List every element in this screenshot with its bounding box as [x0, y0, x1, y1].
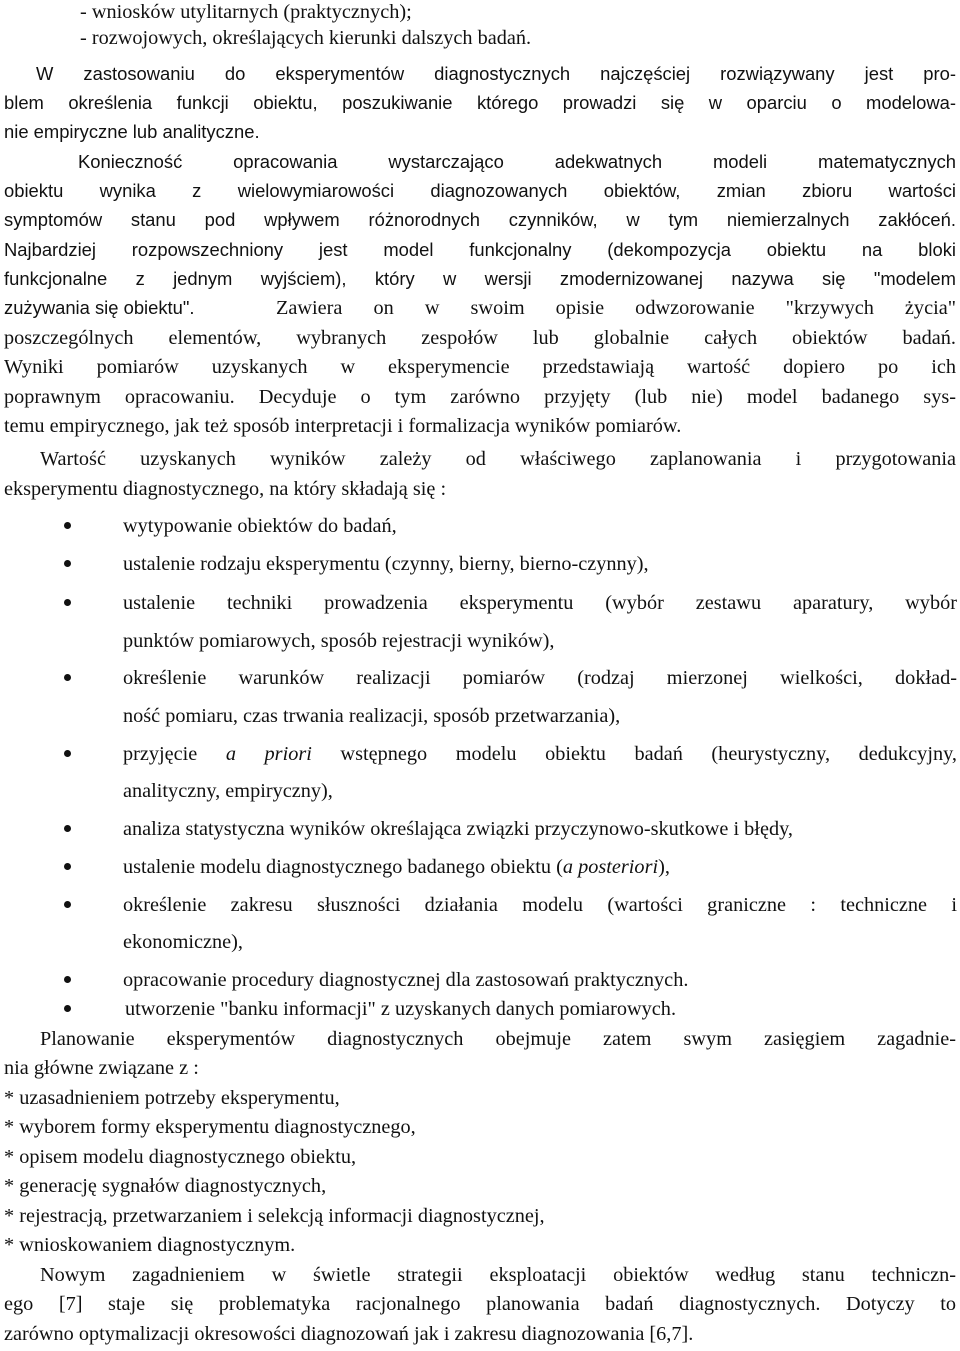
paragraph-line: Wartość uzyskanych wyników zależy od właściwego zaplanowania i przygotowania	[40, 448, 956, 470]
bullet-item: określenie warunków realizacji pomiarów (rodzaj mierzonej wielkości, dokład-	[123, 667, 957, 689]
bullet-dot	[64, 901, 71, 908]
paragraph-line: W zastosowaniu do eksperymentów diagnostycznych najczęściej rozwiązywany jest pro-	[36, 63, 956, 84]
paragraph-line: temu empirycznego, jak też sposób interpretacji i formalizacja wyników pomiarów.	[4, 415, 682, 437]
paragraph-line: Najbardziej rozpowszechniony jest model funkcjonalny (dekompozycja obiektu na bloki	[4, 239, 956, 260]
bullet-dot	[64, 522, 71, 529]
list-item-developmental: - rozwojowych, określających kierunki dalszych badań.	[80, 27, 532, 49]
bullet-item: ustalenie techniki prowadzenia eksperymentu (wybór zestawu aparatury, wybór	[123, 592, 957, 614]
paragraph-line: ego [7] staje się problematyka racjonalnego planowania badań diagnostycznych. Dotyczy to	[4, 1293, 956, 1315]
paragraph-line-part-sans: zużywania się obiektu".	[4, 297, 195, 318]
paragraph-line: poszczególnych elementów, wybranych zespołów lub globalnie całych obiektów badań.	[4, 327, 956, 349]
star-list-item: * opisem modelu diagnostycznego obiektu,	[4, 1146, 357, 1168]
bullet-item: wytypowanie obiektów do badań,	[123, 515, 397, 537]
bullet-item: analiza statystyczna wyników określająca związki przyczynowo-skutkowe i błędy,	[123, 818, 793, 840]
bullet-item: opracowanie procedury diagnostycznej dla zastosowań praktycznych.	[123, 969, 689, 991]
paragraph-line: zarówno optymalizacji okresowości diagnozowań jak i zakresu diagnozowania [6,7].	[4, 1323, 694, 1345]
star-list-item: * wnioskowaniem diagnostycznym.	[4, 1234, 296, 1256]
paragraph-line: nia główne związane z :	[4, 1057, 199, 1079]
paragraph-line: eksperymentu diagnostycznego, na który składają się :	[4, 478, 447, 500]
paragraph-line: nie empiryczne lub analityczne.	[4, 121, 260, 142]
paragraph-line: obiektu wynika z wielowymiarowości diagnozowanych obiektów, zmian zbioru wartości	[4, 180, 956, 201]
bullet-item-continuation: punktów pomiarowych, sposób rejestracji wyników),	[123, 630, 555, 652]
star-list-item: * uzasadnieniem potrzeby eksperymentu,	[4, 1087, 340, 1109]
bullet-item: ustalenie modelu diagnostycznego badanego obiektu (a posteriori),	[123, 856, 670, 878]
paragraph-line-part-serif: Zawiera on w swoim opisie odwzorowanie "krzywych życia"	[276, 297, 956, 319]
paragraph-line: Nowym zagadnieniem w świetle strategii eksploatacji obiektów według stanu techniczn-	[40, 1264, 956, 1286]
bullet-dot	[64, 863, 71, 870]
bullet-dot	[64, 825, 71, 832]
bullet-dot	[64, 599, 71, 606]
bullet-item: przyjęcie a priori wstępnego modelu obiektu badań (heurystyczny, dedukcyjny,	[123, 743, 957, 765]
bullet-item-continuation: ność pomiaru, czas trwania realizacji, sposób przetwarzania),	[123, 705, 621, 727]
paragraph-line: Konieczność opracowania wystarczająco adekwatnych modeli matematycznych	[78, 151, 956, 172]
star-list-item: * generację sygnałów diagnostycznych,	[4, 1175, 327, 1197]
bullet-dot	[64, 674, 71, 681]
bullet-item: ustalenie rodzaju eksperymentu (czynny, bierny, bierno-czynny),	[123, 553, 649, 575]
paragraph-line: blem określenia funkcji obiektu, poszukiwanie którego prowadzi się w oparciu o modelowa-	[4, 92, 956, 113]
paragraph-line: symptomów stanu pod wpływem różnorodnych czynników, w tym niemierzalnych zakłóceń.	[4, 209, 956, 230]
paragraph-line: funkcjonalne z jednym wyjściem), który w wersji zmodernizowanej nazywa się "modelem	[4, 268, 956, 289]
bullet-dot	[64, 976, 71, 983]
bullet-item-continuation: ekonomiczne),	[123, 931, 243, 953]
bullet-dot	[64, 560, 71, 567]
star-list-item: * wyborem formy eksperymentu diagnostycznego,	[4, 1116, 416, 1138]
bullet-dot	[64, 750, 71, 757]
paragraph-line: Planowanie eksperymentów diagnostycznych obejmuje zatem swym zasięgiem zagadnie-	[40, 1028, 956, 1050]
bullet-item: utworzenie "banku informacji" z uzyskanych danych pomiarowych.	[125, 998, 677, 1020]
paragraph-line: Wyniki pomiarów uzyskanych w eksperymencie przedstawiają wartość dopiero po ich	[4, 356, 956, 378]
list-item-utilitarian: - wniosków utylitarnych (praktycznych);	[80, 1, 412, 23]
paragraph-line: poprawnym opracowaniu. Decyduje o tym zarówno przyjęty (lub nie) model badanego sys-	[4, 386, 956, 408]
star-list-item: * rejestracją, przetwarzaniem i selekcją informacji diagnostycznej,	[4, 1205, 545, 1227]
bullet-item-continuation: analityczny, empiryczny),	[123, 780, 333, 802]
bullet-item: określenie zakresu słuszności działania modelu (wartości graniczne : techniczne i	[123, 894, 957, 916]
bullet-dot	[64, 1005, 71, 1012]
